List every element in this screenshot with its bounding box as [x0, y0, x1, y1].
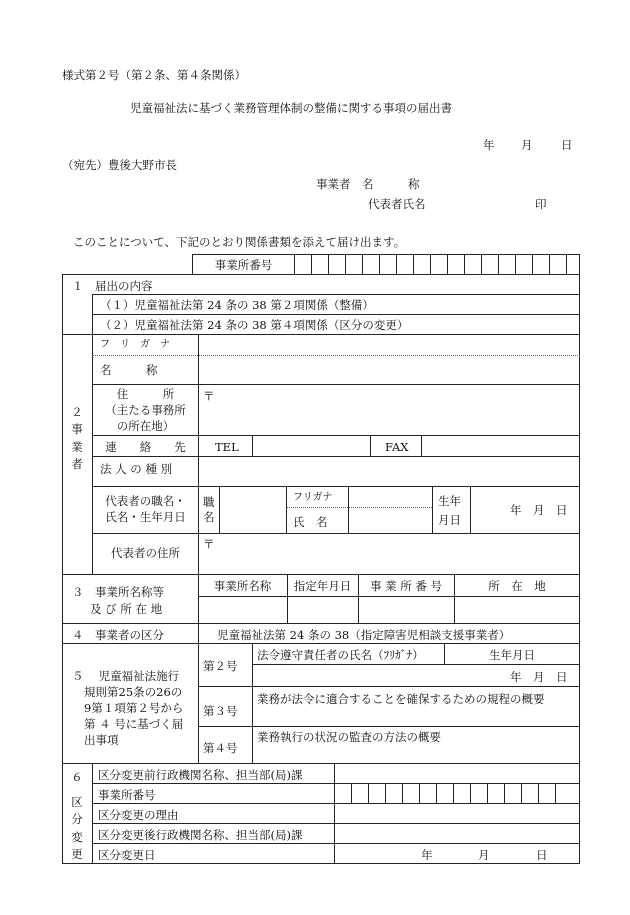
fax-value[interactable] [423, 437, 577, 453]
item4-text[interactable]: 業務執行の状況の監査の方法の概要 [257, 730, 441, 744]
office-name-value[interactable] [200, 598, 285, 621]
change-date-day[interactable]: 日 [536, 848, 548, 862]
change-date-label: 区分変更日 [98, 848, 156, 862]
tel-label: TEL [215, 440, 239, 454]
addressee: （宛先）豊後大野市長 [62, 158, 177, 172]
address-value[interactable] [222, 388, 572, 430]
date-day: 日 [561, 138, 573, 152]
section1-title: １ 届出の内容 [72, 279, 153, 293]
item3-label: 第３号 [203, 704, 238, 718]
address-label-2: （主たる事務所 [105, 403, 186, 417]
item2-label: 第２号 [203, 659, 238, 673]
section5-label-line-3: 9第１項第２号から [84, 701, 184, 715]
designation-date-value[interactable] [289, 598, 356, 621]
change-date-year[interactable]: 年 [421, 848, 433, 862]
change-reason-value[interactable] [336, 805, 576, 821]
col-office-name: 事業所名称 [213, 579, 272, 593]
prev-agency-value[interactable] [336, 765, 576, 781]
section5-label-line-2: 規則第25条の26の [84, 685, 183, 699]
form-number: 様式第２号（第２条、第４条関係） [62, 68, 246, 82]
section5-label-line-1: ５ 児童福祉法施行 [72, 669, 180, 683]
item2-birth-label: 生年月日 [489, 648, 535, 662]
item4-label: 第４号 [203, 741, 238, 755]
section5-label-line-5: 出事項 [84, 733, 119, 747]
corp-type-value[interactable] [202, 459, 578, 483]
applicant-name-label: 事業者 名 称 [316, 177, 420, 191]
prev-agency-label: 区分変更前行政機関名称、担当部(局)課 [98, 768, 303, 782]
section4-value: 児童福祉法第 24 条の 38（指定障害児相談支援事業者） [217, 628, 511, 642]
rep-name-label: 氏 名 [293, 515, 328, 529]
date-month: 月 [521, 138, 533, 152]
section1-item-2[interactable]: （２）児童福祉法第 24 条の 38 第４項関係（区分の変更） [100, 318, 409, 332]
col-location: 所 在 地 [488, 579, 546, 593]
item2-ymd[interactable]: 年 月 日 [510, 670, 568, 684]
rep-address-label: 代表者の住所 [111, 546, 180, 560]
item3-text[interactable]: 業務が法令に適合することを確保するための規程の概要 [257, 692, 545, 706]
document-title: 児童福祉法に基づく業務管理体制の整備に関する事項の届出書 [130, 101, 452, 115]
section3-label-1: ３ 事業所名称等 [72, 585, 164, 599]
rep-furigana-label: フリガナ [293, 492, 333, 503]
name-label: 名 称 [100, 363, 158, 377]
corp-type-label: 法 人 の 種 別 [100, 462, 173, 476]
change-reason-label: 区分変更の理由 [98, 808, 179, 822]
rep-address-value[interactable] [222, 536, 572, 571]
section5-label-line-4: 第 ４ 号に基づく届 [84, 717, 184, 731]
rep-birth-value[interactable]: 年 月 日 [510, 503, 568, 517]
section1-item-1[interactable]: （１）児童福祉法第 24 条の 38 第２項関係（整備） [100, 298, 374, 312]
sec6-office-number-label: 事業所番号 [98, 788, 156, 802]
applicant-rep-label: 代表者氏名 [368, 197, 426, 211]
col-office-number: 事 業 所 番 号 [369, 579, 443, 593]
rep-label-1: 代表者の職名・ [105, 494, 186, 508]
furigana-label: フ リ ガ ナ [100, 339, 170, 350]
section6-label: 区分変更 [71, 795, 83, 861]
notification-form [62, 254, 580, 864]
tel-value[interactable] [254, 437, 368, 453]
office-number-value[interactable] [360, 598, 452, 621]
birth-label-1: 生年 [438, 494, 461, 508]
post-label-1: 職 [203, 495, 215, 509]
date-year: 年 [483, 138, 495, 152]
name-value[interactable] [202, 338, 578, 383]
rep-name-value[interactable] [350, 489, 430, 530]
address-label-1: 住 所 [116, 387, 175, 401]
new-agency-label: 区分変更後行政機関名称、担当部(局)課 [98, 828, 303, 842]
address-label-3: の所在地） [116, 419, 175, 433]
fax-label: FAX [385, 440, 409, 454]
rep-label-2: 氏名・生年月日 [105, 510, 186, 524]
item2-text[interactable]: 法令遵守責任者の氏名（ﾌﾘｶﾞﾅ） [257, 648, 424, 662]
rep-postal-mark: 〒 [203, 537, 215, 551]
section2-label: ２事業者 [71, 405, 83, 471]
section4-label: ４ 事業者の区分 [72, 628, 164, 642]
section6-number: ６ [71, 770, 83, 784]
section3-label-2: 及 び 所 在 地 [90, 602, 163, 616]
seal-mark: 印 [535, 197, 547, 211]
location-value[interactable] [456, 598, 577, 621]
contact-label: 連 絡 先 [105, 440, 186, 454]
intro-text: このことについて、下記のとおり関係書類を添えて届け出ます。 [73, 235, 406, 249]
new-agency-value[interactable] [336, 825, 576, 841]
col-designation-date: 指定年月日 [293, 579, 352, 593]
office-number-label: 事業所番号 [214, 258, 273, 272]
birth-label-2: 月日 [438, 513, 461, 527]
post-value[interactable] [221, 489, 284, 530]
post-label-2: 名 [203, 510, 215, 524]
postal-mark: 〒 [203, 389, 215, 403]
change-date-month[interactable]: 月 [478, 848, 490, 862]
